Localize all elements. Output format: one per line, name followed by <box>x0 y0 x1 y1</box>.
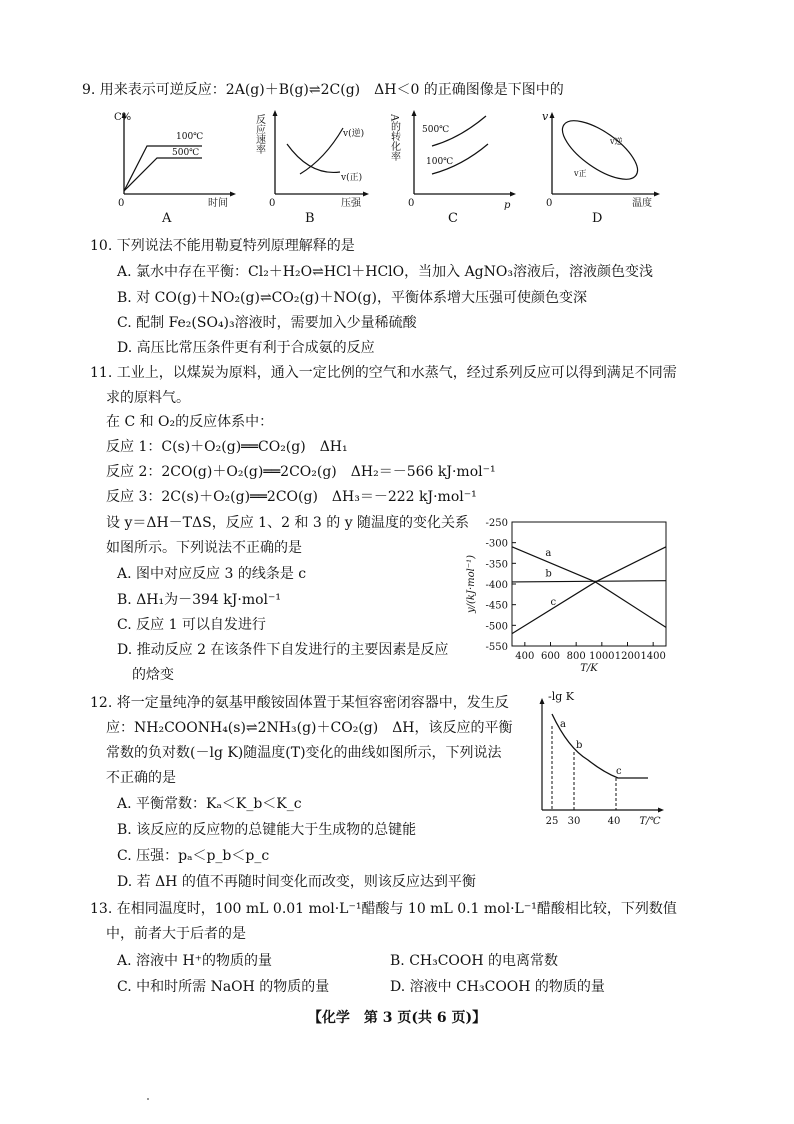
q11-series-line-c <box>512 547 666 634</box>
q11-x-axis-label: T/K <box>580 663 598 674</box>
q12-y-axis-label: -lg K <box>548 690 574 703</box>
q12-stem-2: 应：NH₂COONH₄(s)⇌2NH₃(g)＋CO₂(g) ΔH，该反应的平衡 <box>106 720 513 736</box>
q11-stem-1: 11. 工业上，以煤炭为原料，通入一定比例的空气和水蒸气，经过系列反应可以得到满足不同需 <box>90 365 677 381</box>
q9-stem: 9. 用来表示可逆反应：2A(g)＋B(g)⇌2C(g) ΔH＜0 的正确图像是下图中的 <box>82 82 564 98</box>
q11-y-tick-label: -450 <box>485 600 508 612</box>
q9c-series-top: 500℃ <box>422 125 450 135</box>
q13-stem-1: 13. 在相同温度时，100 mL 0.01 mol·L⁻¹醋酸与 10 mL 0.1 mol·L⁻¹醋酸相比较，下列数值 <box>90 901 677 917</box>
scan-dot <box>147 1098 149 1100</box>
q13-option-a: A. 溶液中 H⁺的物质的量 <box>117 953 273 969</box>
q9b-xlabel: 压强 <box>341 198 361 209</box>
q11-plot-frame <box>512 522 666 646</box>
q11-question-1: 设 y＝ΔH－TΔS，反应 1、2 和 3 的 y 随温度的变化关系 <box>106 515 470 531</box>
q12-x-axis-label: T/℃ <box>639 816 661 827</box>
q11-reaction-1: 反应 1：C(s)＋O₂(g)══CO₂(g) ΔH₁ <box>106 439 348 455</box>
page-footer: 【化学 第 3 页(共 6 页)】 <box>307 1010 487 1026</box>
q11-system: 在 C 和 O₂的反应体系中： <box>106 414 274 430</box>
q11-y-tick-label: -550 <box>485 642 508 653</box>
q11-series-label-a: a <box>545 547 552 559</box>
q11-x-tick-label: 400 <box>515 651 535 662</box>
q11-option-c: C. 反应 1 可以自发进行 <box>117 617 266 633</box>
q11-y-axis-label: y/(kJ·mol⁻¹) <box>466 554 477 614</box>
q9d-ylabel: v <box>542 110 549 123</box>
q11-y-tick-label: -500 <box>485 621 508 633</box>
q12-point-c: c <box>616 766 622 777</box>
q13-option-b: B. CH₃COOH 的电离常数 <box>390 953 559 969</box>
q12-option-a: A. 平衡常数：Kₐ＜K_b＜K_c <box>117 796 302 812</box>
q12-stem-3: 常数的负对数(－lg K)随温度(T)变化的曲线如图所示，下列说法 <box>106 745 502 761</box>
q9d-label-ni: v逆 <box>610 137 623 146</box>
q11-x-tick-label: 1000 <box>589 651 615 662</box>
q11-y-tick-label: -250 <box>485 518 508 529</box>
q11-option-d-1: D. 推动反应 2 在该条件下自发进行的主要因素是反应 <box>117 642 449 658</box>
q9c-xlabel: p <box>504 200 511 211</box>
q11-reaction-2: 反应 2：2CO(g)＋O₂(g)══2CO₂(g) ΔH₂＝－566 kJ·mol⁻¹ <box>106 464 496 480</box>
q9a-xlabel: 时间 <box>208 198 228 209</box>
q10-option-c: C. 配制 Fe₂(SO₄)₃溶液时，需要加入少量稀硫酸 <box>117 315 417 331</box>
q12-stem-4: 不正确的是 <box>106 770 176 786</box>
q9c-letter: C <box>448 211 458 226</box>
q11-stem-2: 求的原料气。 <box>106 390 190 406</box>
q9d-xlabel: 温度 <box>632 198 652 209</box>
q12-stem-1: 12. 将一定量纯净的氨基甲酸铵固体置于某恒容密闭容器中，发生反 <box>90 695 509 711</box>
q10-option-a: A. 氯水中存在平衡：Cl₂＋H₂O⇌HCl＋HClO，当加入 AgNO₃溶液后，溶液颜色变浅 <box>117 264 653 280</box>
q11-reaction-3: 反应 3：2C(s)＋O₂(g)══2CO(g) ΔH₃＝－222 kJ·mol⁻¹ <box>106 489 477 505</box>
q11-y-tick-label: -300 <box>485 538 508 550</box>
q9b-origin: 0 <box>269 198 276 209</box>
q9c-origin: 0 <box>408 198 415 209</box>
q11-option-a: A. 图中对应反应 3 的线条是 c <box>117 566 307 582</box>
q9d-letter: D <box>592 211 603 226</box>
q11-option-d-2: 的焓变 <box>132 667 174 683</box>
q10-option-b: B. 对 CO(g)＋NO₂(g)⇌CO₂(g)＋NO(g)，平衡体系增大压强可使颜色变深 <box>117 290 587 306</box>
q12-x-tick-40: 40 <box>607 816 621 827</box>
q9-chart-d <box>540 106 670 224</box>
q12-x-tick-25: 25 <box>545 816 559 827</box>
q9b-series-down: v(正) <box>341 173 363 183</box>
q13-option-d: D. 溶液中 CH₃COOH 的物质的量 <box>390 979 605 995</box>
q12-curve <box>552 714 648 778</box>
q9-chart-b <box>255 104 375 224</box>
q11-y-tick-label: -350 <box>485 559 508 571</box>
q9d-label-zheng: v正 <box>574 169 587 178</box>
q9a-series-top: 100℃ <box>176 132 204 142</box>
q11-option-b: B. ΔH₁为－394 kJ·mol⁻¹ <box>117 592 282 608</box>
q12-x-tick-30: 30 <box>567 816 581 827</box>
q9-chart-c <box>390 104 520 224</box>
q9a-letter: A <box>162 211 172 226</box>
q9-chart-a <box>112 106 242 224</box>
q11-question-2: 如图所示。下列说法不正确的是 <box>106 540 302 556</box>
q9c-ylabel: A的转化率 <box>388 114 400 162</box>
q12-option-d: D. 若 ΔH 的值不再随时间变化而改变，则该反应达到平衡 <box>117 874 476 890</box>
q11-series-label-c: c <box>550 596 557 608</box>
q9a-origin: 0 <box>118 198 125 209</box>
q13-stem-2: 中，前者大于后者的是 <box>106 926 246 942</box>
q12-chart <box>528 690 668 832</box>
q11-y-tick-label: -400 <box>485 580 508 591</box>
q11-x-tick-label: 1400 <box>640 651 666 662</box>
q9a-ylabel: C% <box>114 112 132 123</box>
q9b-ylabel: 反应速率 <box>253 114 265 154</box>
q11-series-label-b: b <box>545 568 552 580</box>
q11-series-line-b <box>512 581 666 582</box>
q9a-series-bottom: 500℃ <box>172 148 200 158</box>
q11-x-tick-label: 600 <box>540 651 561 662</box>
q12-option-b: B. 该反应的反应物的总键能大于生成物的总键能 <box>117 822 417 838</box>
q9d-origin: 0 <box>546 198 553 209</box>
q11-x-tick-label: 1200 <box>614 651 641 662</box>
q9b-series-up: v(逆) <box>343 129 365 139</box>
q12-point-b: b <box>576 740 583 751</box>
q12-option-c: C. 压强：pₐ＜p_b＜p_c <box>117 848 270 864</box>
q10-option-d: D. 高压比常压条件更有利于合成氨的反应 <box>117 340 375 356</box>
q13-option-c: C. 中和时所需 NaOH 的物质的量 <box>117 979 330 995</box>
q10-stem: 10. 下列说法不能用勒夏特列原理解释的是 <box>90 238 355 254</box>
q9b-letter: B <box>305 211 315 226</box>
q11-x-tick-label: 800 <box>566 651 586 662</box>
q11-chart <box>462 516 674 674</box>
q12-point-a: a <box>560 719 566 730</box>
q9c-series-bottom: 100℃ <box>426 157 454 167</box>
